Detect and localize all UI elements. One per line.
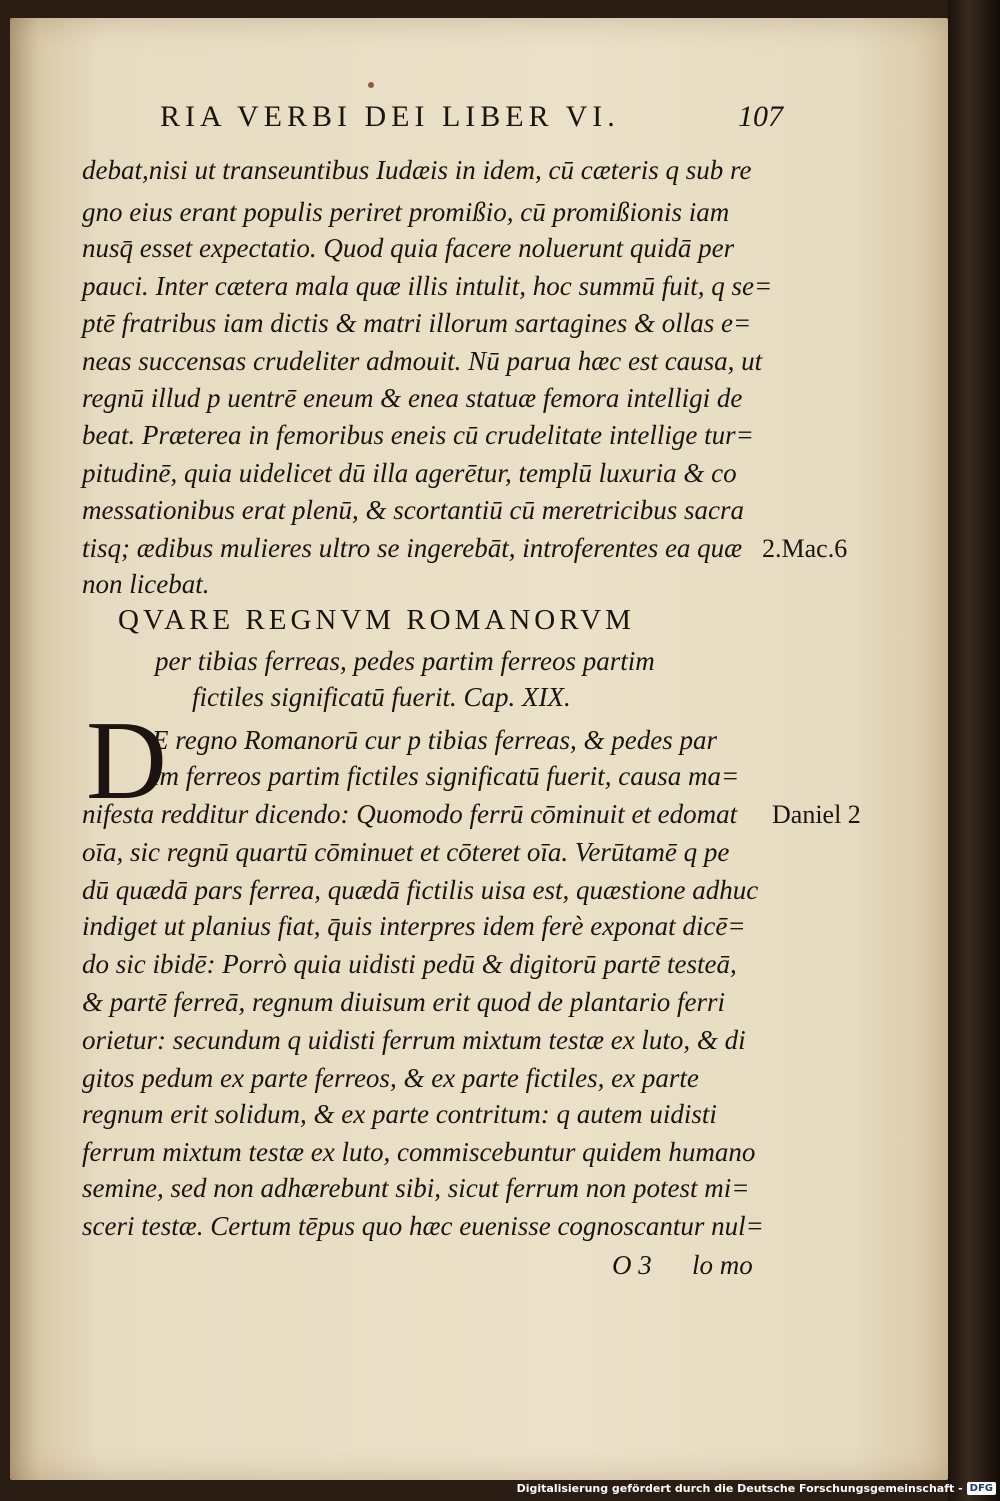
dfg-logo: DFG <box>967 1482 996 1495</box>
text-line: gitos pedum ex parte ferreos, & ex parte fictiles, ex parte <box>82 1063 699 1093</box>
running-title: RIA VERBI DEI LIBER VI. <box>160 100 620 133</box>
text-line: nusq̄ esset expectatio. Quod quia facere noluerunt quidā per <box>82 233 735 263</box>
ink-spot <box>368 82 374 88</box>
text-line: indiget ut planius fiat, q̄uis interpres idem ferè exponat dicē= <box>82 911 746 941</box>
drop-initial: D <box>86 699 167 823</box>
text-line: pitudinē, quia uidelicet dū illa agerētur, templū luxuria & co <box>82 458 737 488</box>
text-line: nifesta redditur dicendo: Quomodo ferrū cōminuit et edomat <box>82 799 738 829</box>
text-line: neas succensas crudeliter admouit. Nū parua hæc est causa, ut <box>82 346 763 376</box>
text-line: debat,nisi ut transeuntibus Iudæis in idem, cū cæteris q sub re <box>82 155 752 185</box>
margin-note-daniel: Daniel 2 <box>772 800 861 829</box>
text-line: sceri testæ. Certum tēpus quo hæc euenisse cognoscantur nul= <box>82 1211 764 1241</box>
chapter-subtitle-2: fictiles significatū fuerit. Cap. XIX. <box>192 682 571 712</box>
text-line: orietur: secundum q uidisti ferrum mixtum testæ ex luto, & di <box>82 1025 746 1055</box>
page-edge-shadow <box>948 0 1000 1501</box>
text-line: gno eius erant populis periret promißio, cū promißionis iam <box>82 197 730 227</box>
signature-mark: O 3 <box>612 1250 652 1280</box>
digitization-credit <box>517 1482 996 1495</box>
text-line: dū quædā pars ferrea, quædā fictilis uisa est, quæstione adhuc <box>82 875 759 905</box>
text-line: tisq; ædibus mulieres ultro se ingerebāt, introferentes ea quæ <box>82 533 743 563</box>
margin-note-maccabees: 2.Mac.6 <box>762 534 848 563</box>
text-line: im ferreos partim fictiles significatū fuerit, causa ma= <box>152 761 740 791</box>
chapter-subtitle-1: per tibias ferreas, pedes partim ferreos partim <box>155 646 655 676</box>
text-line: non licebat. <box>82 569 210 599</box>
text-line: oīa, sic regnū quartū cōminuet et cōteret oīa. Verūtamē q pe <box>82 837 730 867</box>
text-line: messationibus erat plenū, & scortantiū cū meretricibus sacra <box>82 495 744 525</box>
text-line: & partē ferreā, regnum diuisum erit quod de plantario ferri <box>82 987 725 1017</box>
text-line: E regno Romanorū cur p tibias ferreas, & pedes par <box>152 725 717 755</box>
text-line: semine, sed non adhærebunt sibi, sicut ferrum non potest mi= <box>82 1173 750 1203</box>
text-line: regnum erit solidum, & ex parte contritum: q autem uidisti <box>82 1099 717 1129</box>
text-line: beat. Præterea in femoribus eneis cū crudelitate intellige tur= <box>82 420 754 450</box>
text-line: ferrum mixtum testæ ex luto, commiscebuntur quidem humano <box>82 1137 756 1167</box>
credit-text: Digitalisierung gefördert durch die Deutsche Forschungsgemeinschaft - <box>516 1482 963 1495</box>
catchword: lo mo <box>692 1250 753 1280</box>
chapter-heading: QVARE REGNVM ROMANORVM <box>118 604 635 636</box>
page-number: 107 <box>738 100 783 133</box>
text-line: ptē fratribus iam dictis & matri illorum sartagines & ollas e= <box>82 308 752 338</box>
text-line: do sic ibidē: Porrò quia uidisti pedū & digitorū partē testeā, <box>82 949 737 979</box>
text-line: pauci. Inter cætera mala quæ illis intulit, hoc summū fuit, q se= <box>82 271 773 301</box>
text-line: regnū illud p uentrē eneum & enea statuæ femora intelligi de <box>82 383 743 413</box>
